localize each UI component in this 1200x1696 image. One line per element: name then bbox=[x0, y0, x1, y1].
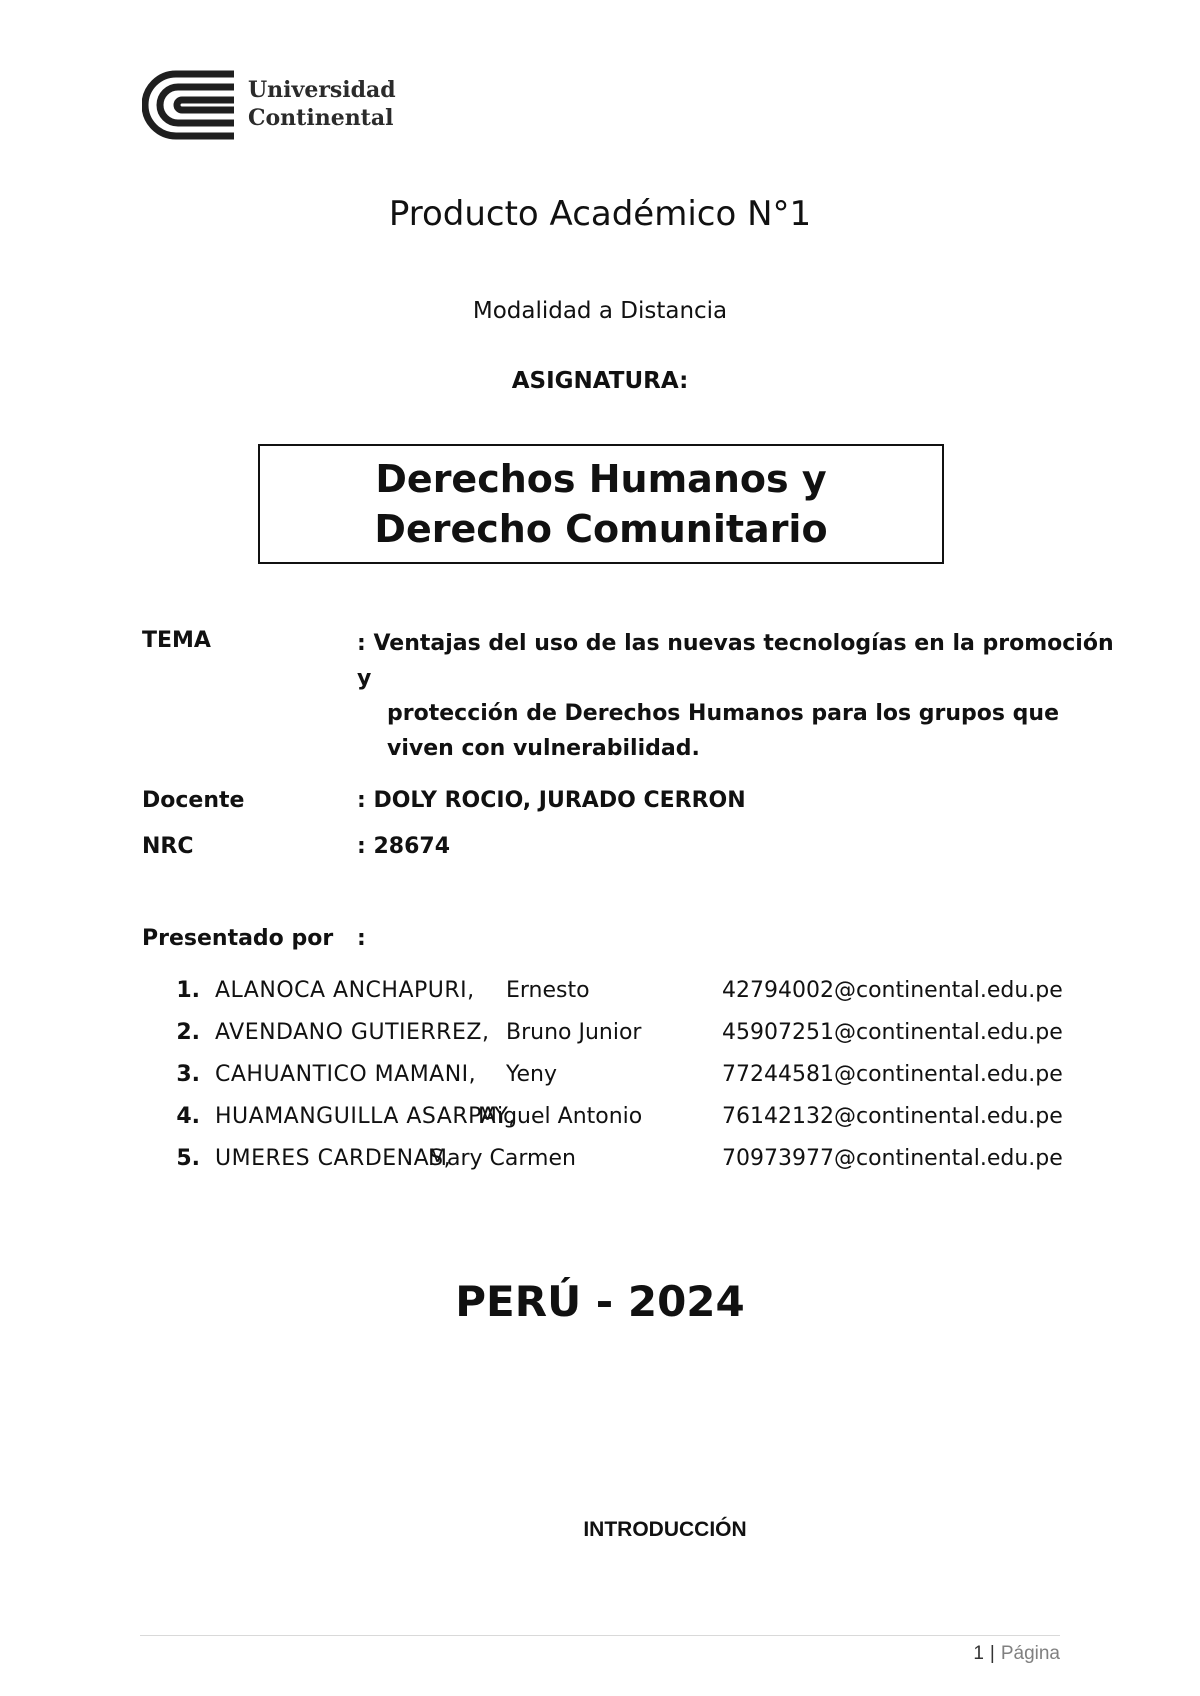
member-number: 3. bbox=[176, 1062, 200, 1087]
introduction-heading: INTRODUCCIÓN bbox=[583, 1518, 747, 1541]
logo-line-1: Universidad bbox=[248, 77, 396, 103]
page-word: Página bbox=[1000, 1643, 1060, 1664]
country-year: PERÚ - 2024 bbox=[455, 1277, 745, 1326]
teacher-value: : DOLY ROCIO, JURADO CERRON bbox=[357, 788, 746, 813]
footer-separator: | bbox=[989, 1643, 995, 1664]
subject-box bbox=[258, 444, 944, 564]
member-surname: CAHUANTICO MAMANI, bbox=[215, 1062, 477, 1087]
member-surname: AVENDANO GUTIERREZ, bbox=[215, 1020, 490, 1045]
presented-by-colon: : bbox=[357, 926, 366, 951]
topic-label: TEMA bbox=[142, 628, 211, 653]
list-item bbox=[170, 970, 1100, 1012]
document-title: Producto Académico N°1 bbox=[388, 194, 812, 234]
member-email: 70973977@continental.edu.pe bbox=[722, 1146, 1063, 1171]
member-number: 5. bbox=[176, 1146, 200, 1171]
modality-text: Modalidad a Distancia bbox=[472, 298, 728, 324]
member-number: 1. bbox=[176, 978, 200, 1003]
list-item bbox=[170, 1096, 1100, 1138]
member-given-name: Ernesto bbox=[506, 978, 590, 1003]
member-email: 42794002@continental.edu.pe bbox=[722, 978, 1063, 1003]
logo-line-2: Continental bbox=[248, 105, 394, 131]
member-email: 76142132@continental.edu.pe bbox=[722, 1104, 1063, 1129]
topic-value-line-1: : Ventajas del uso de las nuevas tecnologías en la promoción y bbox=[357, 631, 1114, 691]
nrc-label: NRC bbox=[142, 834, 194, 859]
member-given-name: Miguel Antonio bbox=[478, 1104, 643, 1129]
member-number: 2. bbox=[176, 1020, 200, 1045]
page-number: 1 bbox=[973, 1643, 984, 1664]
topic-value-rest: protección de Derechos Humanos para los grupos que viven con vulnerabilidad. bbox=[387, 701, 1059, 761]
member-surname: HUAMANGUILLA ASARPAY, bbox=[215, 1104, 516, 1129]
member-email: 77244581@continental.edu.pe bbox=[722, 1062, 1063, 1087]
presented-by-label: Presentado por bbox=[142, 926, 334, 951]
member-surname: ALANOCA ANCHAPURI, bbox=[215, 978, 475, 1003]
university-logo bbox=[142, 70, 396, 140]
member-given-name: Mary Carmen bbox=[428, 1146, 576, 1171]
member-given-name: Bruno Junior bbox=[506, 1020, 642, 1045]
member-email: 45907251@continental.edu.pe bbox=[722, 1020, 1063, 1045]
logo-wordmark bbox=[248, 76, 396, 132]
footer-divider bbox=[140, 1635, 1060, 1636]
page-footer bbox=[973, 1640, 1060, 1668]
list-item bbox=[170, 1012, 1100, 1054]
member-surname: UMERES CARDENAS, bbox=[215, 1146, 452, 1171]
nrc-value: : 28674 bbox=[357, 834, 450, 859]
member-number: 4. bbox=[176, 1104, 200, 1129]
members-list bbox=[170, 970, 1100, 1180]
member-given-name: Yeny bbox=[506, 1062, 558, 1087]
subject-name: Derechos Humanos y Derecho Comunitario bbox=[374, 457, 828, 551]
teacher-label: Docente bbox=[142, 788, 245, 813]
list-item bbox=[170, 1054, 1100, 1096]
topic-value bbox=[357, 626, 1117, 766]
continental-logo-icon bbox=[142, 70, 238, 140]
list-item bbox=[170, 1138, 1100, 1180]
subject-heading: ASIGNATURA: bbox=[511, 368, 689, 394]
